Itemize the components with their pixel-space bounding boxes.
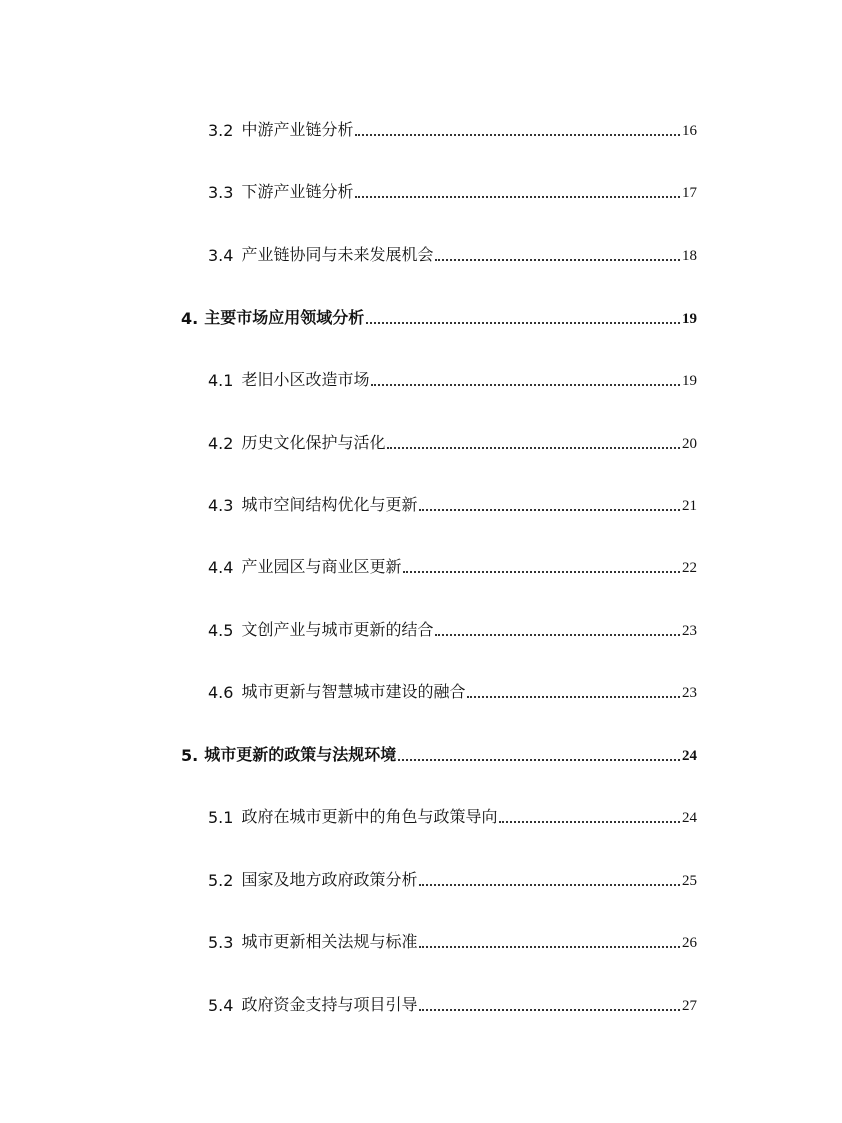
toc-entry-page: 24 [682, 748, 697, 764]
toc-chapter-entry[interactable] [181, 304, 697, 328]
toc-dot-leader [355, 196, 680, 198]
toc-entry-number: 4.1 [208, 371, 234, 390]
toc-entry[interactable] [208, 803, 697, 827]
toc-entry-number: 4. [181, 309, 199, 328]
toc-entry-page: 17 [682, 185, 697, 201]
toc-entry-title: 历史文化保护与活化 [241, 433, 386, 452]
toc-entry[interactable] [208, 553, 697, 577]
toc-entry-title: 主要市场应用领域分析 [204, 308, 365, 327]
toc-entry-number: 5.1 [208, 808, 234, 827]
toc-entry[interactable] [208, 366, 697, 390]
toc-entry[interactable] [208, 928, 697, 952]
toc-entry-number: 5.3 [208, 933, 234, 952]
toc-entry[interactable] [208, 991, 697, 1015]
toc-chapter-entry[interactable] [181, 741, 697, 765]
toc-dot-leader [355, 134, 680, 136]
toc-entry-page: 20 [682, 436, 697, 452]
toc-dot-leader [435, 634, 680, 636]
toc-entry-page: 24 [682, 810, 697, 826]
toc-dot-leader [366, 322, 680, 324]
toc-entry-page: 19 [682, 311, 697, 327]
toc-entry-page: 16 [682, 123, 697, 139]
toc-entry-page: 19 [682, 373, 697, 389]
toc-entry[interactable] [208, 678, 697, 702]
toc-entry-number: 4.3 [208, 496, 234, 515]
toc-dot-leader [419, 509, 680, 511]
toc-entry-number: 3.2 [208, 121, 234, 140]
toc-entry-page: 21 [682, 498, 697, 514]
toc-entry-title: 政府在城市更新中的角色与政策导向 [241, 807, 498, 826]
toc-entry[interactable] [208, 241, 697, 265]
toc-entry-number: 5.2 [208, 871, 234, 890]
toc-entry-title: 城市更新的政策与法规环境 [204, 745, 397, 764]
toc-entry[interactable] [208, 429, 697, 453]
toc-entry-number: 5.4 [208, 996, 234, 1015]
toc-dot-leader [419, 1009, 680, 1011]
toc-dot-leader [467, 696, 680, 698]
toc-entry-page: 25 [682, 873, 697, 889]
toc-entry[interactable] [208, 178, 697, 202]
toc-entry-title: 城市空间结构优化与更新 [241, 495, 418, 514]
toc-dot-leader [435, 259, 680, 261]
toc-entry-number: 3.4 [208, 246, 234, 265]
toc-entry-number: 5. [181, 746, 199, 765]
toc-entry[interactable] [208, 866, 697, 890]
toc-entry-number: 4.6 [208, 683, 234, 702]
toc-dot-leader [419, 884, 680, 886]
toc-entry-number: 3.3 [208, 183, 234, 202]
toc-entry-page: 22 [682, 560, 697, 576]
toc-entry-page: 23 [682, 685, 697, 701]
toc-entry-page: 26 [682, 935, 697, 951]
toc-entry-number: 4.5 [208, 621, 234, 640]
toc-entry-page: 27 [682, 998, 697, 1014]
toc-entry-number: 4.2 [208, 434, 234, 453]
toc-entry-title: 城市更新相关法规与标准 [241, 932, 418, 951]
toc-entry-title: 城市更新与智慧城市建设的融合 [241, 682, 466, 701]
toc-entry-title: 老旧小区改造市场 [241, 370, 370, 389]
toc-dot-leader [387, 447, 680, 449]
toc-dot-leader [371, 384, 680, 386]
toc-dot-leader [403, 571, 680, 573]
toc-entry-title: 国家及地方政府政策分析 [241, 870, 418, 889]
toc-entry-title: 中游产业链分析 [241, 120, 354, 139]
toc-dot-leader [499, 821, 680, 823]
toc-entry-title: 下游产业链分析 [241, 182, 354, 201]
toc-entry-page: 23 [682, 623, 697, 639]
toc-entry-title: 政府资金支持与项目引导 [241, 995, 418, 1014]
toc-dot-leader [419, 946, 680, 948]
toc-entry-number: 4.4 [208, 558, 234, 577]
toc-entry[interactable] [208, 616, 697, 640]
toc-entry-title: 产业园区与商业区更新 [241, 557, 402, 576]
toc-entry-title: 产业链协同与未来发展机会 [241, 245, 434, 264]
toc-dot-leader [398, 759, 680, 761]
toc-entry-page: 18 [682, 248, 697, 264]
toc-entry-title: 文创产业与城市更新的结合 [241, 620, 434, 639]
toc-entry[interactable] [208, 116, 697, 140]
toc-entry[interactable] [208, 491, 697, 515]
